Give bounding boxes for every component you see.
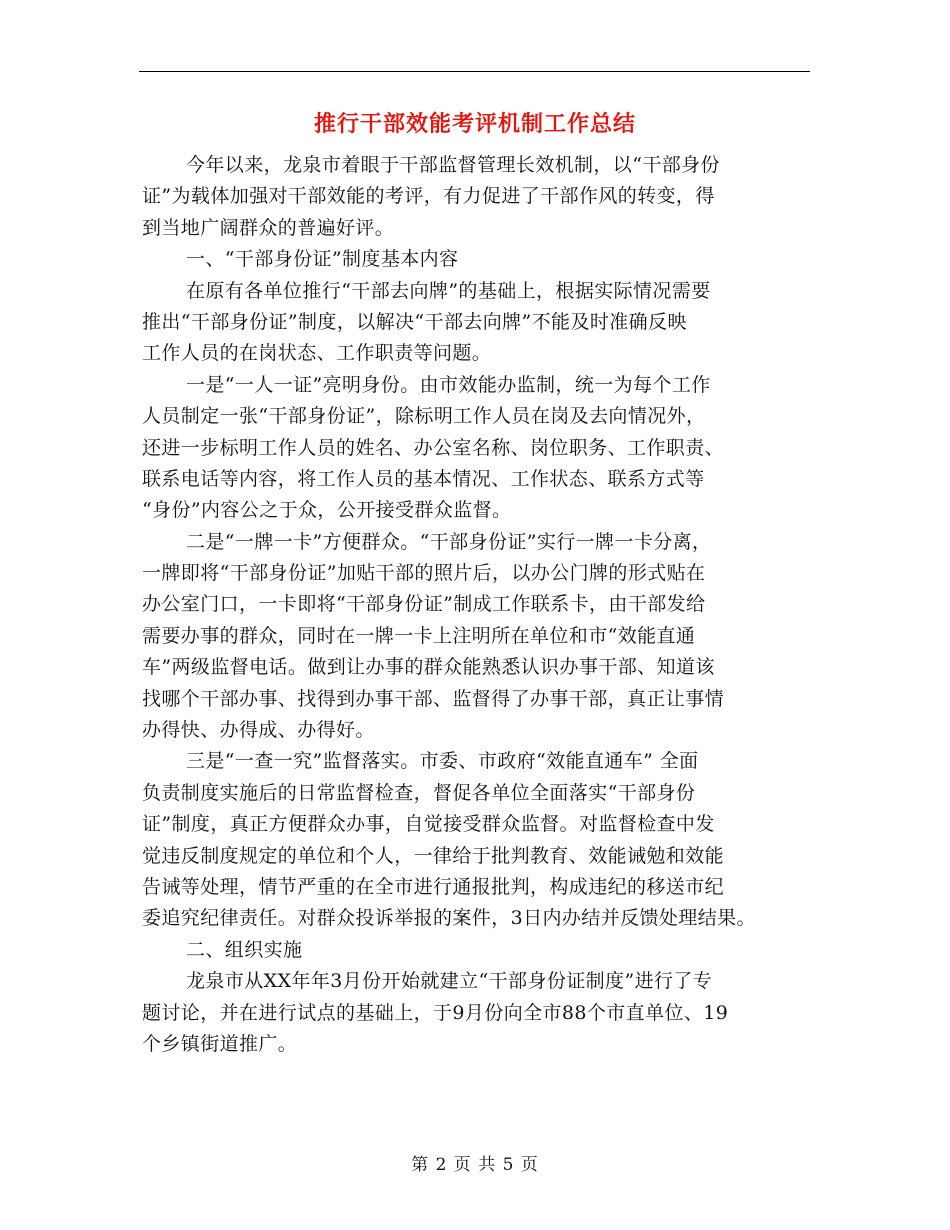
text-line: 今年以来，龙泉市着眼于干部监督管理长效机制，以“干部身份: [186, 154, 720, 176]
text-line: 在原有各单位推行“干部去向牌”的基础上，根据实际情况需要: [186, 279, 711, 302]
text-line: 工作人员的在岗状态、工作职责等问题。: [142, 342, 492, 365]
text-line: 证”制度，真正方便群众办事，自觉接受群众监督。对监督检查中发: [142, 813, 715, 836]
text-line: 联系电话等内容，将工作人员的基本情况、工作状态、联系方式等: [142, 467, 705, 490]
text-line: 觉违反制度规定的单位和个人，一律给于批判教育、效能诫勉和效能: [142, 844, 725, 867]
text-line: 到当地广阔群众的普遍好评。: [142, 216, 395, 239]
page-number: 第 2 页 共 5 页: [411, 1155, 539, 1175]
text-line: 三是“一查一究”监督落实。市委、市政府“效能直通车” 全面: [186, 750, 699, 773]
text-line: 还进一步标明工作人员的姓名、办公室名称、岗位职务、工作职责、: [142, 436, 725, 459]
text-line: 题讨论，并在进行试点的基础上，于9月份向全市88个市直单位、19: [142, 1001, 729, 1024]
text-line: 证”为载体加强对干部效能的考评，有力促进了干部作风的转变，得: [142, 185, 715, 208]
text-line: 一是“一人一证”亮明身份。由市效能办监制，统一为每个工作: [186, 373, 711, 396]
page-footer: [0, 1153, 950, 1177]
text-line: 人员制定一张“干部身份证”，除标明工作人员在岗及去向情况外，: [142, 405, 706, 428]
text-line: 一牌即将“干部身份证”加贴干部的照片后，以办公门牌的形式贴在: [142, 562, 706, 585]
text-line: 负责制度实施后的日常监督检查，督促各单位全面落实“干部身份: [142, 781, 696, 804]
text-line: 二是“一牌一卡”方便群众。“干部身份证”实行一牌一卡分离，: [186, 530, 712, 553]
text-line: “身份”内容公之于众，公开接受群众监督。: [142, 499, 512, 522]
text-line: 一、“干部身份证”制度基本内容: [186, 248, 459, 271]
header-rule: [139, 71, 810, 72]
text-line: 告诫等处理，情节严重的在全市进行通报批判，构成违纪的移送市纪: [142, 875, 725, 898]
text-line: 龙泉市从XX年年3月份开始就建立“干部身份证制度”进行了专: [186, 970, 713, 993]
text-line: 车”两级监督电话。做到让办事的群众能熟悉认识办事干部、知道该: [142, 656, 715, 679]
text-line: 委追究纪律责任。对群众投诉举报的案件，3日内办结并反馈处理结果。: [142, 907, 756, 930]
text-line: 推出“干部身份证”制度，以解决“干部去向牌”不能及时准确反映: [142, 310, 687, 333]
text-line: 个乡镇街道推广。: [142, 1032, 298, 1055]
document-body: [142, 150, 804, 1060]
text-line: 找哪个干部办事、找得到办事干部、监督得了办事干部，真正让事情: [142, 687, 725, 710]
text-line: 办公室门口，一卡即将“干部身份证”制成工作联系卡，由干部发给: [142, 593, 706, 616]
text-line: 需要办事的群众，同时在一牌一卡上注明所在单位和市“效能直通: [142, 624, 696, 647]
text-line: 二、组织实施: [186, 938, 303, 961]
text-line: 办得快、办得成、办得好。: [142, 719, 375, 742]
document-title: 推行干部效能考评机制工作总结: [313, 112, 636, 137]
